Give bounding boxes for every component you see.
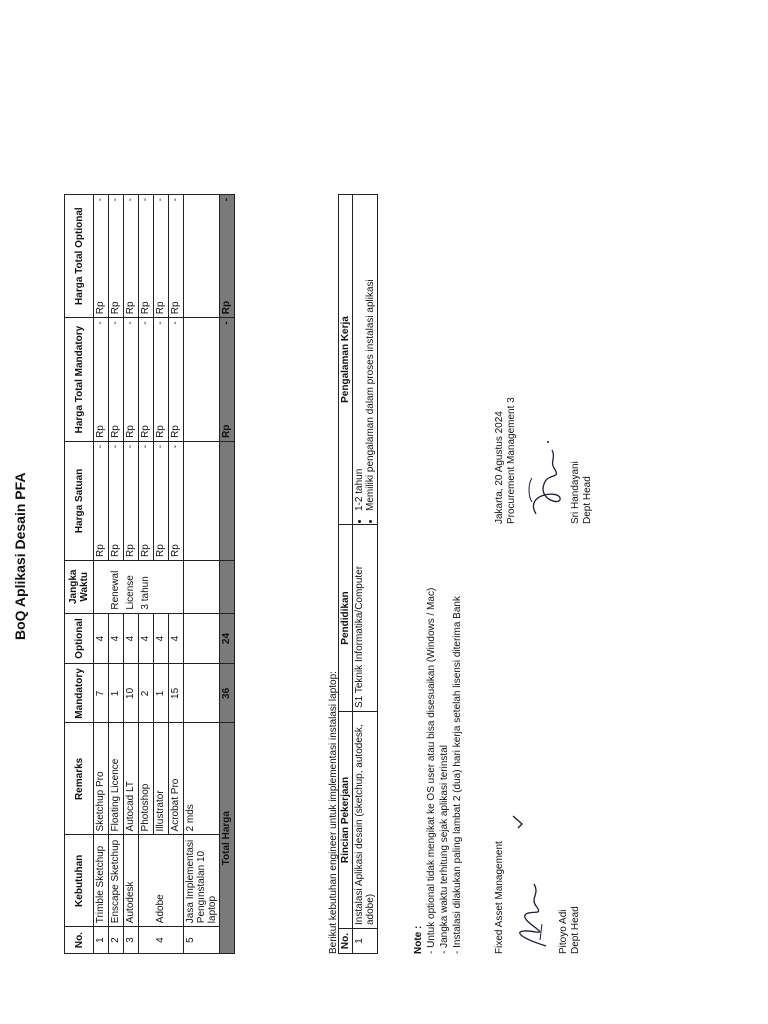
rp-value: - [95,444,106,449]
cell-harga-satuan [94,441,109,560]
signer-role: Dept Head [570,906,581,954]
signer-dept: Procurement Management 3 [506,397,517,524]
boq-header-row [65,195,94,954]
rp-value: - [170,444,181,449]
cell-mandatory: 15 [169,664,184,723]
rp-label: Rp [110,301,121,315]
total-optional: 24 [220,613,235,664]
cell-hto [124,195,139,318]
signer-dept: Fixed Asset Management [494,841,505,954]
header-pendidikan: Pendidikan [339,525,353,712]
total-hto [220,195,235,318]
cell-remarks: Autocad LT [124,723,139,835]
signature-block-left [494,841,582,954]
cell-kebutuhan: Enscape Sketchup [109,835,124,927]
header-remarks: Remarks [65,723,94,835]
cell-jangka: License [124,560,139,613]
cell-mandatory: 1 [154,664,169,723]
cell-remarks: Floating Licence [109,723,124,835]
header-optional: Optional [65,613,94,664]
boq-row [154,195,169,954]
boq-row [124,195,139,954]
rp-value: - [95,198,106,202]
rp-label: Rp [140,544,151,557]
signer-name: Pitoyo Adi [558,909,569,954]
rp-value: - [110,444,121,449]
cell-hto [184,195,220,318]
rp-value: - [170,198,181,202]
cell-harga-satuan [124,441,139,560]
rp-label: Rp [221,424,232,438]
header-jangka-waktu: Jangka Waktu [65,560,94,613]
cell-htm [124,318,139,442]
cell-optional: 4 [139,613,154,664]
signer-name: Sri Handayani [570,461,581,524]
rp-label: Rp [221,300,232,315]
engineer-table [338,194,378,954]
list-item: • Memiliki pengalaman dalam proses instalasi aplikasi [365,198,376,511]
cell-kebutuhan: Jasa Implementasi Pengınstalan 10 laptop [184,835,220,927]
document-title: BoQ Aplikasi Desain PFA [12,472,28,640]
notes-title: Note : [413,925,424,954]
rp-label: Rp [155,301,166,315]
signature-right [518,434,570,524]
rp-value: - [140,198,151,202]
rp-label: Rp [95,544,106,557]
cell-jangka: 3 tahun [139,560,154,613]
cell-optional: 4 [169,613,184,664]
cell-kebutuhan: Trimble Sketchup [94,835,109,927]
header-harga-total-optional: Harga Total Optional [65,195,94,318]
signature-left [506,864,558,954]
cell-no [139,927,154,954]
cell-optional: 4 [124,613,139,664]
cell-harga-satuan [109,441,124,560]
cell-mandatory: 10 [124,664,139,723]
boq-row [184,195,220,954]
cell-htm [184,318,220,442]
cell-hto [139,195,154,318]
cell-mandatory: 2 [139,664,154,723]
cell-jangka: Renewal [109,560,124,613]
rp-label: Rp [110,544,121,557]
boq-row [169,195,184,954]
cell-hto [94,195,109,318]
cell-no: 5 [184,927,220,954]
boq-row [94,195,109,954]
cell-harga-satuan [184,441,220,560]
pengalaman-list [354,198,376,521]
cell-harga-satuan [154,441,169,560]
rp-label: Rp [170,301,181,315]
cell-optional: 4 [154,613,169,664]
header-harga-total-mandatory: Harga Total Mandatory [65,318,94,442]
cell-htm [139,318,154,442]
rp-label: Rp [170,425,181,438]
rp-value: - [221,321,232,325]
cell-optional: 4 [109,613,124,664]
engineer-header-row [339,195,353,954]
rp-label: Rp [110,425,121,438]
cell-pengalaman [353,195,378,525]
cell-remarks: Photoshop [139,723,154,835]
rp-label: Rp [125,425,136,438]
rp-label: Rp [155,544,166,557]
cell-htm [154,318,169,442]
cell-optional: 4 [94,613,109,664]
rp-label: Rp [140,425,151,438]
rp-label: Rp [95,425,106,438]
cell-harga-satuan [139,441,154,560]
rp-label: Rp [125,544,136,557]
cell-kebutuhan [169,835,184,927]
cell-no: 4 [154,927,169,954]
rp-label: Rp [170,544,181,557]
boq-row [139,195,154,954]
cell-harga-satuan [169,441,184,560]
rp-value: - [95,321,106,325]
note-item: - Untuk optional tidak mengikat ke OS user atau bisa disesuaikan (Windows / Mac) [426,587,437,954]
header-mandatory: Mandatory [65,664,94,723]
rp-value: - [155,321,166,325]
header-no: No. [339,929,353,954]
rp-value: - [170,321,181,325]
cell-kebutuhan: Adobe [154,835,169,927]
cell-no [169,927,184,954]
place-date: Jakarta, 20 Agustus 2024 [494,411,505,524]
engineer-row [353,195,378,954]
cell-remarks: Sketchup Pro [94,723,109,835]
rp-value: - [125,444,136,449]
total-label: Total Harga [220,723,235,954]
cell-hto [169,195,184,318]
list-item: • 1-2 tahun [354,198,365,511]
rp-label: Rp [125,301,136,315]
cell-mandatory [184,664,220,723]
cell-rincian: Instalasi Aplikasi desain (sketchup, autodesk, adobe) [353,712,378,929]
cell-pendidikan: S1 Teknik Informatika/Computer [353,525,378,712]
note-item: - Jangka waktu terhitung sejak aplikasi terinstal [439,745,450,954]
cell-no: 3 [124,927,139,954]
cell-htm [109,318,124,442]
check-mark-icon [512,815,524,829]
rp-label: Rp [155,425,166,438]
cell-kebutuhan: Autodesk [124,835,139,927]
boq-table [64,194,235,954]
cell-jangka [94,560,109,613]
rp-value: - [155,444,166,449]
rp-value: - [110,198,121,202]
cell-jangka [154,560,169,613]
cell-kebutuhan [139,835,154,927]
cell-jangka [184,560,220,613]
rp-value: - [155,198,166,202]
cell-hto [154,195,169,318]
cell-no: 1 [94,927,109,954]
header-harga-satuan: Harga Satuan [65,441,94,560]
header-rincian: Rincian Pekerjaan [339,712,353,929]
cell-mandatory: 1 [109,664,124,723]
engineer-intro-text: Berikut kebutuhan engineer untuk implementasi instalasi laptop: [328,671,339,954]
notes-section [412,588,464,954]
signature-block-right [494,397,594,524]
total-row [220,195,235,954]
rp-label: Rp [140,301,151,315]
cell-no: 1 [353,929,378,954]
cell-remarks: 2 mds [184,723,220,835]
total-jangka [220,560,235,613]
header-kebutuhan: Kebutuhan [65,835,94,927]
cell-remarks: Acrobat Pro [169,723,184,835]
cell-jangka [169,560,184,613]
rp-value: - [221,198,232,202]
cell-optional [184,613,220,664]
total-harga-satuan [220,441,235,560]
cell-htm [94,318,109,442]
signer-role: Dept Head [582,476,593,524]
cell-remarks: Illustrator [154,723,169,835]
total-htm [220,318,235,442]
note-item: - Instalasi dilakukan paling lambat 2 (dua) hari kerja setelah lisensi diterima Bank [452,596,463,954]
rp-value: - [125,198,136,202]
total-mandatory: 36 [220,664,235,723]
cell-htm [169,318,184,442]
rp-value: - [140,444,151,449]
rp-value: - [140,321,151,325]
rp-label: Rp [95,301,106,315]
rp-value: - [110,321,121,325]
cell-hto [109,195,124,318]
header-pengalaman: Pengalaman Kerja [339,195,353,525]
rp-value: - [125,321,136,325]
boq-row [109,195,124,954]
cell-mandatory: 7 [94,664,109,723]
cell-no: 2 [109,927,124,954]
header-no: No. [65,927,94,954]
